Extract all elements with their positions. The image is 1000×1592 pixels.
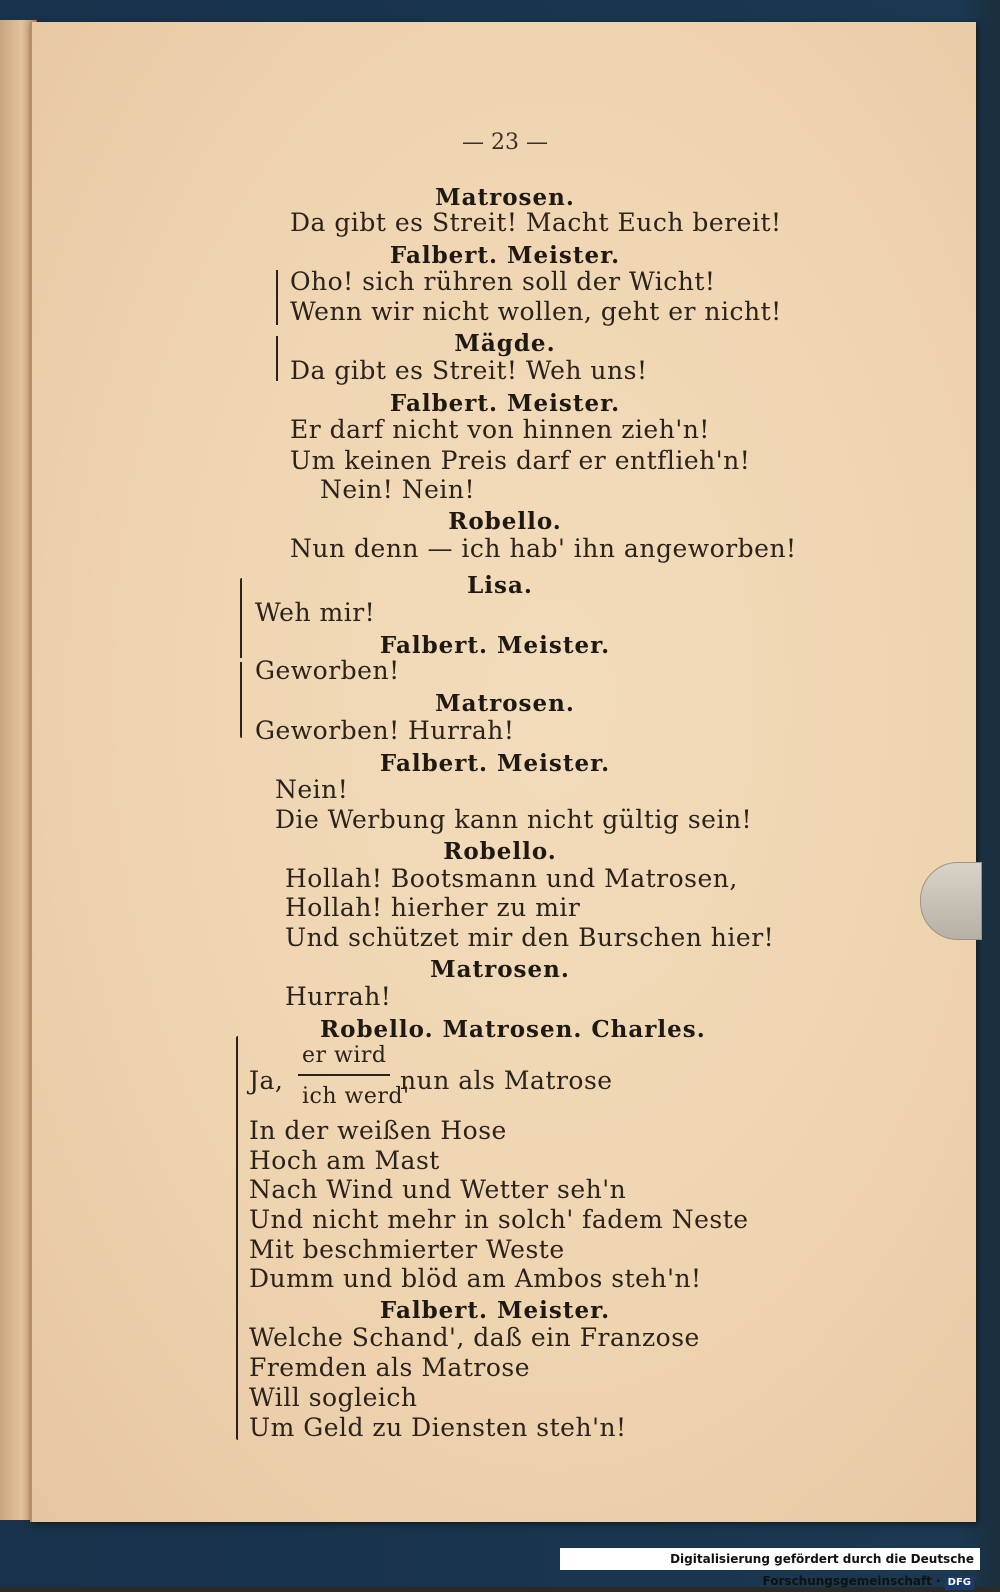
brace-line xyxy=(276,270,278,325)
verse-line: Um Geld zu Diensten steh'n! xyxy=(249,1413,627,1442)
page-number: — 23 — xyxy=(462,130,548,155)
verse-line: Und schützet mir den Burschen hier! xyxy=(285,923,775,952)
credit-text: Digitalisierung gefördert durch die Deutsche Forschungsgemeinschaft · xyxy=(670,1552,974,1588)
verse-line: Will sogleich xyxy=(249,1383,418,1412)
verse-line: Geworben! xyxy=(255,656,400,685)
verse-line: Welche Schand', daß ein Franzose xyxy=(249,1323,700,1352)
verse-line: Hoch am Mast xyxy=(249,1146,440,1175)
speaker-heading: Robello. Matrosen. Charles. xyxy=(320,1016,706,1043)
verse-line: Um keinen Preis darf er entflieh'n! xyxy=(290,446,751,475)
verse-line: Da gibt es Streit! Macht Euch bereit! xyxy=(290,208,782,237)
verse-line: Geworben! Hurrah! xyxy=(255,716,515,745)
verse-line: Da gibt es Streit! Weh uns! xyxy=(290,356,648,385)
brace-line xyxy=(240,662,242,738)
speaker-heading: Matrosen. xyxy=(430,956,570,983)
speaker-heading: Robello. xyxy=(448,508,562,535)
speaker-heading: Falbert. Meister. xyxy=(389,390,621,417)
digitization-credit xyxy=(560,1548,980,1588)
verse-line: Fremden als Matrose xyxy=(249,1353,530,1382)
verse-line: Hollah! hierher zu mir xyxy=(285,893,581,922)
speaker-heading: Matrosen. xyxy=(435,690,575,717)
verse-line: Hollah! Bootsmann und Matrosen, xyxy=(285,864,738,893)
brace-line xyxy=(236,1286,238,1440)
verse-line: Dumm und blöd am Ambos steh'n! xyxy=(249,1264,702,1293)
brace-line xyxy=(240,578,242,658)
speaker-heading: Falbert. Meister. xyxy=(389,242,621,269)
verse-line: Weh mir! xyxy=(255,598,376,627)
speaker-heading: Lisa. xyxy=(467,572,533,599)
verse-line: Er darf nicht von hinnen zieh'n! xyxy=(290,415,710,444)
verse-line: Die Werbung kann nicht gültig sein! xyxy=(275,805,753,834)
speaker-heading: Robello. xyxy=(443,838,557,865)
speaker-heading: Falbert. Meister. xyxy=(379,750,611,777)
verse-line: Ja, xyxy=(249,1066,284,1095)
verse-line: Nun denn — ich hab' ihn angeworben! xyxy=(290,534,797,563)
verse-line: nun als Matrose xyxy=(400,1066,613,1095)
brace-line xyxy=(276,336,278,381)
brace-line xyxy=(236,1036,238,1286)
verse-line: Wenn wir nicht wollen, geht er nicht! xyxy=(290,297,782,326)
speaker-heading: Falbert. Meister. xyxy=(379,632,611,659)
verse-line: In der weißen Hose xyxy=(249,1116,507,1145)
verse-line: Mit beschmierter Weste xyxy=(249,1235,565,1264)
verse-line: Nach Wind und Wetter seh'n xyxy=(249,1175,627,1204)
verse-line: Hurrah! xyxy=(285,982,392,1011)
verse-line: Nein! xyxy=(275,775,349,804)
verse-line: Oho! sich rühren soll der Wicht! xyxy=(290,267,716,296)
speaker-heading: Mägde. xyxy=(454,330,556,357)
speaker-heading: Matrosen. xyxy=(435,184,575,211)
verse-line: er wird xyxy=(302,1043,387,1068)
dfg-logo: DFG xyxy=(945,1576,974,1590)
verse-line: ich werd' xyxy=(302,1084,410,1109)
verse-line: Nein! Nein! xyxy=(320,475,476,504)
verse-line: Und nicht mehr in solch' fadem Neste xyxy=(249,1205,749,1234)
speaker-heading: Falbert. Meister. xyxy=(379,1297,611,1324)
fraction-bar xyxy=(298,1074,390,1076)
